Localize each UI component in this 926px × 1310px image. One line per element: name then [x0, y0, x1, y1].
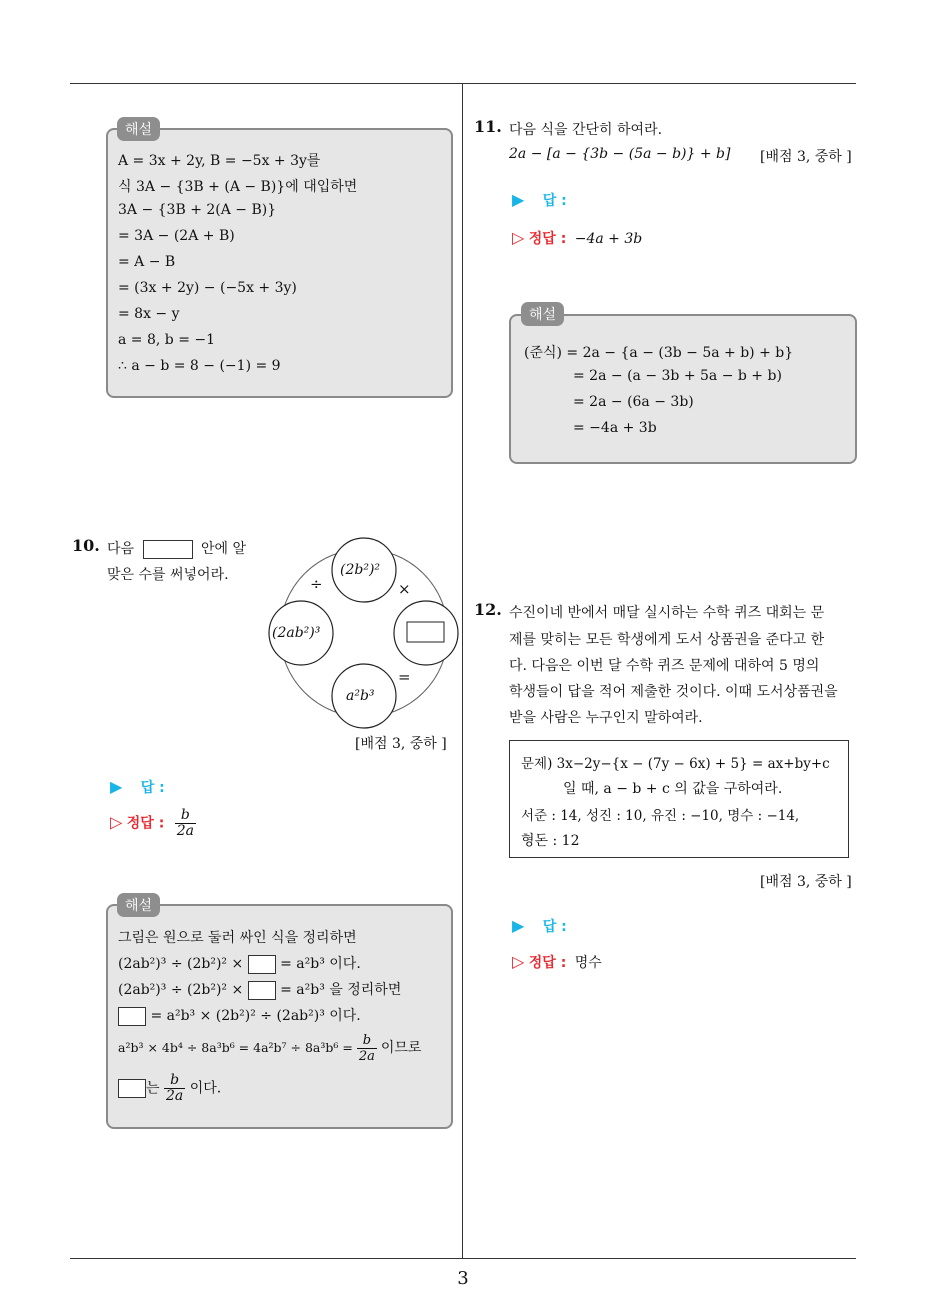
solution-line: = (3x + 2y) − (−5x + 3y) [118, 280, 297, 296]
marks-11: [배점 3, 중하 ] [760, 149, 852, 165]
problem-line: 서준 : 14, 성진 : 10, 유진 : −10, 명수 : −14, [521, 808, 800, 824]
outline-play-icon: ▷ [110, 812, 123, 832]
solution-line: a = 8, b = −1 [118, 332, 216, 348]
solution-line: = 8x − y [118, 306, 180, 322]
fraction: $\frac{b}{2a}$ [358, 1033, 375, 1064]
diagram-op-multiply: × [398, 580, 411, 598]
diagram-top-expr: (2b²)² [340, 562, 381, 578]
solution-line: 그림은 원으로 둘러 싸인 식을 정리하면 [118, 930, 357, 946]
correct-row-12 [512, 952, 602, 972]
fraction: $\frac{b}{2a}$ [165, 1072, 184, 1104]
correct-label: 정답 : [528, 231, 567, 247]
question-text-12: 다. 다음은 이번 달 수학 퀴즈 문제에 대하여 5 명의 [509, 658, 820, 674]
answer-blank [248, 955, 276, 974]
solution-line: = a²b³ × (2b²)² ÷ (2ab²)³ 이다. [118, 1005, 361, 1026]
q10-text-after: 안에 알 [200, 541, 246, 557]
question-text-12: 받을 사람은 누구인지 말하여라. [509, 710, 703, 726]
play-icon: ▶ [110, 777, 123, 796]
question-text-11: 다음 식을 간단히 하여라. [509, 122, 663, 138]
question-text-10-line2: 맞은 수를 써넣어라. [107, 567, 229, 583]
correct-row-11 [512, 228, 642, 248]
solution-line: 식 3A − {3B + (A − B)}에 대입하면 [118, 179, 358, 195]
correct-label: 정답 : [528, 955, 567, 971]
answer-label: 답 : [542, 919, 567, 935]
solution-box-3 [509, 314, 857, 464]
solution-line: A = 3x + 2y, B = −5x + 3y를 [118, 153, 321, 169]
question-text-12: 수진이네 반에서 매달 실시하는 수학 퀴즈 대회는 문 [509, 605, 825, 621]
marks-12: [배점 3, 중하 ] [760, 874, 852, 890]
solution-line: 3A − {3B + 2(A − B)} [118, 202, 277, 218]
diagram-op-equals: = [398, 668, 411, 686]
solution-line: 는 $\frac{b}{2a}$ 이다. [118, 1073, 221, 1104]
correct-row-10 [110, 808, 196, 839]
correct-label: 정답 : [126, 815, 165, 832]
diagram-blank [407, 622, 444, 642]
solution-line: ∴ a − b = 8 − (−1) = 9 [118, 358, 281, 374]
solution-tag-1: 해설 [117, 117, 160, 141]
solution-tag-2: 해설 [117, 893, 160, 917]
question-number-11: 11. [474, 117, 502, 136]
answer-blank [143, 540, 193, 559]
question-text-12: 학생들이 답을 적어 제출한 것이다. 이때 도서상품권을 [509, 684, 838, 700]
solution-line: a²b³ × 4b⁴ ÷ 8a³b⁶ = 4a²b⁷ ÷ 8a³b⁶ = $\frac{b}{2a}$ 이므로 [118, 1033, 422, 1064]
outline-play-icon: ▷ [512, 952, 525, 971]
answer-row-11 [512, 190, 567, 210]
answer-blank [118, 1079, 146, 1098]
column-divider [462, 83, 463, 1259]
answer-row-10 [110, 777, 165, 797]
answer-blank [248, 981, 276, 1000]
diagram-left-expr: (2ab²)³ [272, 625, 321, 641]
page-number: 3 [457, 1268, 469, 1289]
play-icon: ▶ [512, 190, 525, 209]
question-text-12: 제를 맞히는 모든 학생에게 도서 상품권을 준다고 한 [509, 632, 825, 648]
solution-line: (준식) = 2a − {a − (3b − 5a + b) + b} [524, 345, 794, 361]
solution-line: (2ab²)³ ÷ (2b²)² × = a²b³ 이다. [118, 956, 361, 972]
question-text-10 [107, 538, 246, 559]
outline-play-icon: ▷ [512, 228, 525, 247]
diagram-op-divide: ÷ [310, 575, 323, 593]
problem-line: 형돈 : 12 [521, 833, 580, 849]
answer-blank [118, 1007, 146, 1026]
solution-line: (2ab²)³ ÷ (2b²)² × = a²b³ 을 정리하면 [118, 982, 402, 998]
solution-line: = A − B [118, 254, 176, 270]
solution-line: = 2a − (a − 3b + 5a − b + b) [573, 368, 782, 384]
bottom-rule [70, 1258, 856, 1259]
diagram-bottom-expr: a²b³ [346, 688, 375, 704]
problem-line: 일 때, a − b + c 의 값을 구하여라. [563, 781, 783, 797]
answer-label: 답 : [542, 193, 567, 209]
solution-line: = 2a − (6a − 3b) [573, 394, 694, 410]
solution-line: = −4a + 3b [573, 420, 657, 436]
question-expr-11: 2a − [a − {3b − (5a − b)} + b] [509, 146, 731, 162]
solution-tag-3: 해설 [521, 302, 564, 326]
answer-label: 답 : [140, 780, 165, 796]
correct-value: 명수 [574, 955, 602, 971]
question-number-10: 10. [72, 536, 100, 555]
top-rule [70, 83, 856, 84]
problem-line: 문제) 3x−2y−{x − (7y − 6x) + 5} = ax+by+c [521, 756, 830, 772]
marks-10: [배점 3, 중하 ] [355, 736, 447, 752]
q10-text-before: 다음 [107, 541, 135, 557]
play-icon: ▶ [512, 916, 525, 935]
correct-value: −4a + 3b [574, 231, 643, 247]
question-number-12: 12. [474, 600, 502, 619]
solution-line: = 3A − (2A + B) [118, 228, 235, 244]
answer-row-12 [512, 916, 567, 936]
correct-fraction: $\frac{b}{2a}$ [176, 807, 195, 839]
